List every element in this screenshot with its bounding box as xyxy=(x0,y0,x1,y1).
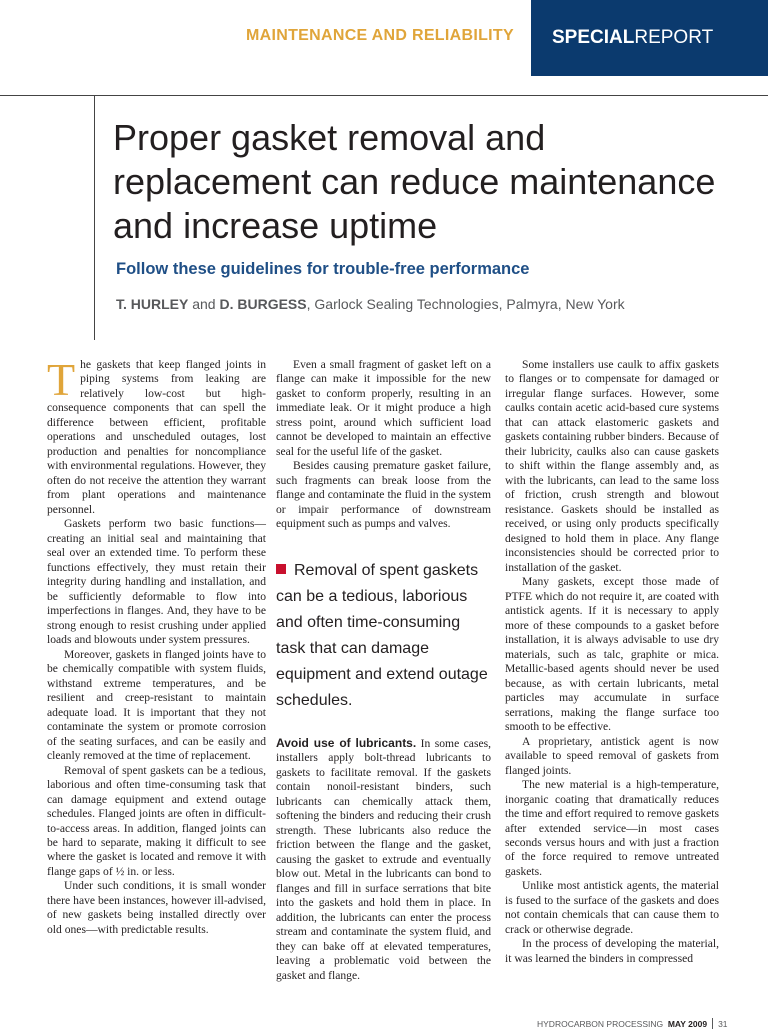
special-report-bold: SPECIAL xyxy=(552,27,635,48)
header-rule xyxy=(0,95,768,96)
drop-cap: T xyxy=(47,354,76,405)
pull-quote-square-icon xyxy=(276,564,286,574)
column-3 xyxy=(505,358,719,966)
special-report-rest: REPORT xyxy=(634,27,714,48)
col1-p1-text: he gaskets that keep flanged joints in piping systems from leaking are relatively low-cost but high-consequence components that can spell the difference between efficient, profitable operations and unscheduled outages, lost production and penalties for noncompliance with environmental regulations. However, they often do not receive the attention they warrant from plant operations and maintenance personnel. xyxy=(47,358,266,516)
section-label: MAINTENANCE AND RELIABILITY xyxy=(246,27,514,44)
footer-issue: MAY 2009 xyxy=(667,1019,708,1029)
col2-paragraph-1: Even a small fragment of gasket left on a flange can make it impossible for the new gasket to conform properly, resulting in an immediate leak. Or it might produce a high stress point, around which sufficient load cannot be developed to maintain an effective seal for the useful life of the gasket. xyxy=(276,358,491,458)
col2-paragraph-3 xyxy=(276,736,491,983)
pull-quote-text: Removal of spent gaskets can be a tedious, laborious and often time-consuming task that can damage equipment and extend outage schedules. xyxy=(276,561,488,709)
col1-paragraph-5: Under such conditions, it is small wonder there have been instances, however ill-advised, of new gaskets being installed directly over old ones—with predictable results. xyxy=(47,879,266,936)
col1-paragraph-3: Moreover, gaskets in flanged joints have to be chemically compatible with system fluids, withstand extreme temperatures, and be resilient and creep-resistant to maintain adequate load. It is important that they not contaminate the system or promote corrosion of the seating surfaces, and can be easily and cleanly removed at the time of replacement. xyxy=(47,647,266,763)
col3-paragraph-5: Unlike most antistick agents, the material is fused to the surface of the gaskets and does not contain chemicals that can cause them to crack or otherwise degrade. xyxy=(505,879,719,936)
title-rule-vertical xyxy=(94,95,95,340)
column-1 xyxy=(47,354,266,937)
col2-p3-text: In some cases, installers apply bolt-thread lubricants to gaskets to facilitate removal. If the gaskets contain nonoil-resistant binders, such lubricants can chemically attack them, softening the binders and reducing their crush strength. These lubricants also reduce the friction between the flange and the gasket, causing the gasket to extrude and eventually blow out. Metal in the lubricants can bond to flanges and fill in surface serrations that bite into the gaskets and hold them in place. In addition, the lubricants can enter the process stream and contaminate the system fluid, and they can bake off at elevated temperatures, leaving a problematic void between the gasket and flange. xyxy=(276,736,492,982)
byline-affiliation: , Garlock Sealing Technologies, Palmyra, New York xyxy=(306,296,625,312)
author-2: D. BURGESS xyxy=(219,296,307,312)
footer-publication: HYDROCARBON PROCESSING xyxy=(537,1019,664,1029)
col1-paragraph-2: Gaskets perform two basic functions—creating an initial seal and maintaining that seal over an extended time. To perform these functions effectively, they must retain their integrity during handling and installation, and be sufficiently deformable to flow into imperfections in flanges. And, they have to be strong enough to resist crushing under applied loads and blowouts under system pressures. xyxy=(47,517,266,647)
col3-paragraph-3: A proprietary, antistick agent is now available to speed removal of gaskets from flanged joints. xyxy=(505,734,719,777)
col2-paragraph-2: Besides causing premature gasket failure, such fragments can break loose from the flange and contaminate the fluid in the system or impair performance of downstream equipment such as pumps and valves. xyxy=(276,459,491,531)
author-1: T. HURLEY xyxy=(116,296,189,312)
special-report-label xyxy=(552,27,713,49)
col3-paragraph-1: Some installers use caulk to affix gaskets to flanges or to compensate for damaged or irregular flange surfaces. However, some caulks contain acetic acid-based cure systems that can attack elastomeric gaskets and gaskets containing rubber binders. Because of their lubricity, caulks also can cause gaskets to shift within the flange assembly and, as with the lubricants, can lead to the same loss of friction, crush strength and blowout resistance. Gaskets should be installed as received, or using only products specifically designed to hold them in place. Any flange inconsistencies should be corrected prior to installation of the gasket. xyxy=(505,358,719,574)
column-2 xyxy=(276,358,491,983)
byline-and: and xyxy=(188,296,220,312)
col3-paragraph-2: Many gaskets, except those made of PTFE which do not require it, are coated with antistick agents. If it is necessary to apply more of these compounds to a gasket before installation, it is always advisable to use dry materials, such as talc, graphite or mica. Metallic-based agents should never be used because, as with certain lubricants, metal particles may accumulate in surface serrations, making the flange surface too smooth to be effective. xyxy=(505,575,719,734)
article-subtitle: Follow these guidelines for trouble-free performance xyxy=(116,260,530,278)
article-byline xyxy=(116,296,625,312)
col3-paragraph-4: The new material is a high-temperature, inorganic coating that dramatically reduces the time and effort required to remove gaskets after extended service—in most cases seconds versus hours and with just a fraction of the force required to remove untreated gaskets. xyxy=(505,778,719,878)
col1-paragraph-4: Removal of spent gaskets can be a tedious, laborious and often time-consuming task that can damage equipment and extend outage schedules. Flanged joints are often in difficult-to-access areas. In addition, flanged joints can be hard to separate, making it difficult to see where the gasket is located and remove it with flange gaps of ½ in. or less. xyxy=(47,763,266,878)
article-title: Proper gasket removal and replacement can reduce maintenance and increase uptime xyxy=(113,117,716,246)
col1-paragraph-1 xyxy=(47,354,266,517)
col3-paragraph-6: In the process of developing the material, it was learned the binders in compressed xyxy=(505,937,719,965)
subhead-avoid-lubricants: Avoid use of lubricants. xyxy=(276,735,417,750)
pull-quote xyxy=(276,558,491,714)
footer-page-number: 31 xyxy=(718,1019,728,1029)
page-footer xyxy=(537,1018,728,1030)
